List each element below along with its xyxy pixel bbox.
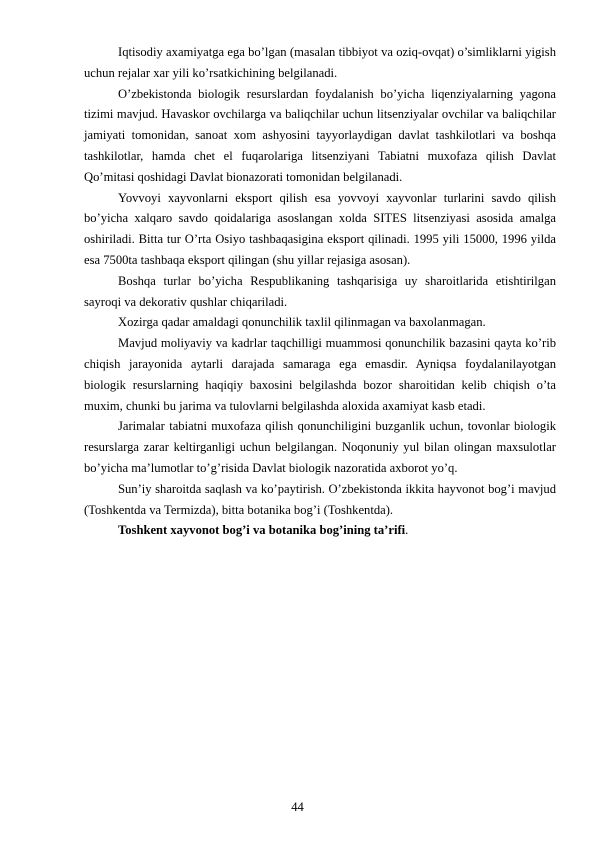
body-text — [84, 42, 556, 541]
paragraph-captive-breeding: Sun’iy sharoitda saqlash va ko’paytirish. O’zbekistonda ikkita hayvonot bog’i mavjud (Toshkentda va Termizda), bitta botanika bog’i (Toshkentda). — [84, 481, 556, 517]
paragraph-export-sites: Yovvoyi xayvonlarni eksport qilish esa yovvoyi xayvonlar turlarini savdo qilish bo’yicha xalqaro savdo qoidalariga asoslangan xolda SITES litsenziyasi asosida amalga oshiriladi. Bitta tur O’rta Osiyo tashbaqasigina eksport qilinadi. 1995 yili 15000, 1996 yilda esa 7500ta tashbaqa eksport qilingan (shu yillar rejasiga asosan). — [84, 190, 556, 267]
paragraph-licensing-system: O’zbekistonda biologik resurslardan foydalanish bo’yicha liqenziyalarning yagona tizimi mavjud. Havaskor ovchilarga va baliqchilar uchun litsenziyalar ovchilar va baliqchilar jamiyati tomonidan, sanoat xom ashyosini tayyorlaydigan davlat tashkilotlari va boshqa tashkilotlar, hamda chet el fuqarolariga litsenziyani Tabiatni muxofaza qilish Davlat Qo’mitasi qoshidagi Davlat bionazorati tomonidan belgilanadi. — [84, 86, 556, 184]
section-heading-suffix: . — [405, 523, 409, 538]
section-heading-text: Toshkent xayvonot bog’i va botanika bog’ining ta’rifi — [118, 523, 406, 538]
paragraph-financial-problems: Mavjud moliyaviy va kadrlar taqchilligi muammosi qonunchilik bazasini qayta ko’rib chiqish jarayonida aytarli darajada samaraga ega emasdir. Ayniqsa foydalanilayotgan biologik resurslarning haqiqiy baxosini belgilashda bozor sharoitidan kelib chiqish o’ta muxim, chunki bu jarima va tulovlarni belgilashda aloxida axamiyat kasb etadi. — [84, 336, 556, 413]
paragraph-fines: Jarimalar tabiatni muxofaza qilish qonunchiligini buzganlik uchun, tovonlar biologik resurslarga zarar keltirganligi uchun belgilangan. Noqonuniy yul bilan olingan maxsulotlar bo’yicha ma’lumotlar to’g’risida Davlat biologik nazoratida axborot yo’q. — [84, 419, 556, 475]
page-number: 44 — [291, 800, 304, 814]
paragraph-other-species: Boshqa turlar bo’yicha Respublikaning tashqarisiga uy sharoitlarida etishtirilgan sayroqi va dekorativ qushlar chiqariladi. — [84, 273, 556, 309]
section-heading — [84, 520, 556, 541]
paragraph-medicinal-plants: Iqtisodiy axamiyatga ega bo’lgan (masalan tibbiyot va oziq-ovqat) o’simliklarni yigish uchun rejalar xar yili ko’rsatkichining belgilanadi. — [84, 45, 556, 80]
paragraph-legislation: Xozirga qadar amaldagi qonunchilik taxlil qilinmagan va baxolanmagan. — [118, 315, 486, 330]
